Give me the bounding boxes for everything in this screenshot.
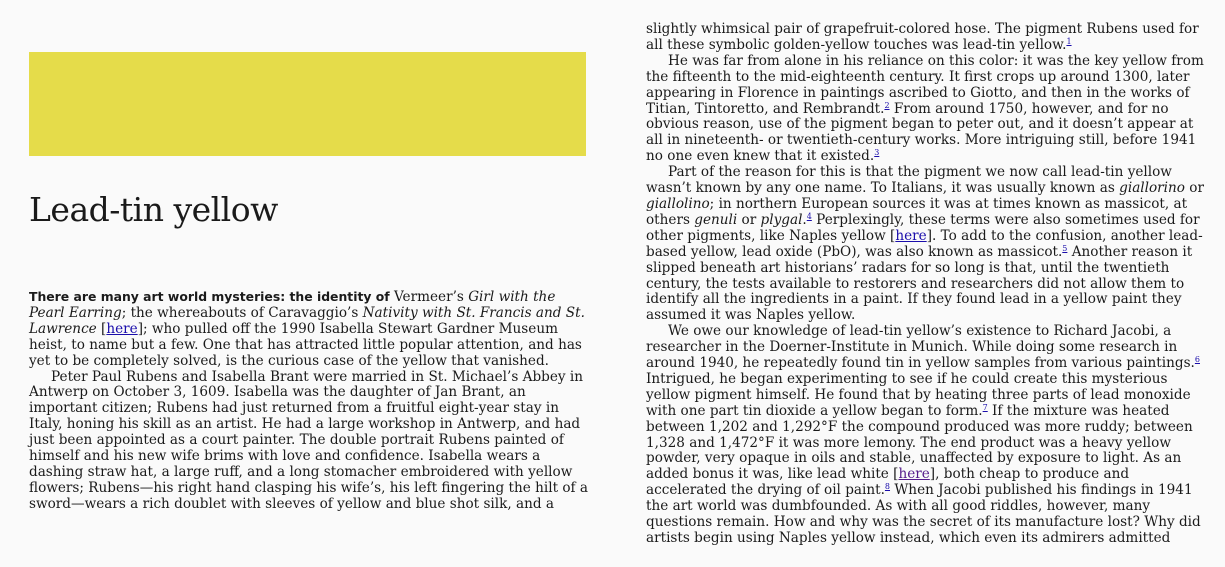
text-run: From around 1750, however, and for no obvious reason, use of the pigment began to peter out, and it doesn’t appear at all in nineteenth- or twentieth-century works. More intriguing still, before 1941 no one even knew that it existed. <box>646 100 1197 165</box>
term-italic: giallolino <box>646 195 710 212</box>
text-run: Part of the reason for this is that the pigment we now call lead-tin yellow wasn’t known by any one name. To Italians, it was usually known as <box>646 164 1172 197</box>
here-link[interactable]: here <box>895 227 927 244</box>
text-run: ; in northern European sources it was at times known as massicot, at others <box>646 195 1188 228</box>
text-run: ]; who pulled off the 1990 Isabella Stewart Gardner Museum heist, to name but a few. One that has attracted little popular attention, and has yet to be completely solved, is the curious case of the yellow that vanished. <box>29 320 582 369</box>
paragraph-continued <box>646 22 1206 54</box>
footnote-link-6[interactable]: 6 <box>1194 355 1200 365</box>
lede-text: There are many art world mysteries: the identity of <box>29 289 390 304</box>
footnote-link-2[interactable]: 2 <box>884 100 890 110</box>
text-run: ; the whereabouts of Caravaggio’s <box>121 304 363 321</box>
left-column <box>29 289 589 513</box>
term-italic: genuli <box>694 211 738 228</box>
term-italic: plygal <box>760 211 803 228</box>
paragraph-rubens: Peter Paul Rubens and Isabella Brant were married in St. Michael’s Abbey in Antwerp on October 3, 1609. Isabella was the daughter of Jan Brant, an important citizen; Rubens had just returned from a fruitful eight-year stay in Italy, honing his skill as an artist. He had a large workshop in Antwerp, and had just been appointed as a court painter. The double portrait Rubens painted of himself and his new wife brims with love and confidence. Isabella wears a dashing straw hat, a large ruff, and a long stomacher embroidered with yellow flowers; Rubens—his right hand clasping his wife’s, his left fingering the hilt of a sword—wears a rich doublet with sleeves of yellow and blue shot silk, and a <box>29 368 589 512</box>
footnote-link-5[interactable]: 5 <box>1062 243 1068 253</box>
text-run: [ <box>96 320 107 337</box>
text-run: He was far from alone in his reliance on this color: it was the key yellow from the fifteenth to the mid-eighteenth century. It first crops up around 1300, later appearing in Florence in paintings ascribed to Giotto, and then in the works of Titian, Tintoretto, and Rembrandt. <box>646 52 1204 117</box>
text-run: Another reason it slipped beneath art historians’ radars for so long is that, until the twentieth century, the tests available to restorers and researchers did not allow them to identify all the ingredients in a paint. If they found lead in a yellow paint they assumed it was Naples yellow. <box>646 243 1193 324</box>
here-link[interactable]: here <box>106 320 138 337</box>
text-run: We owe our knowledge of lead-tin yellow’s existence to Richard Jacobi, a researcher in the Doerner-Institute in Munich. While doing some research in around 1940, he repeatedly found tin in yellow samples from various paintings. <box>646 323 1195 372</box>
footnote-link-3[interactable]: 3 <box>874 148 880 158</box>
artwork-title: Nativity with St. Francis and St. Lawrence <box>29 304 585 337</box>
right-column <box>646 22 1206 547</box>
footnote-link-1[interactable]: 1 <box>1066 36 1072 46</box>
paragraph-names <box>646 165 1206 324</box>
text-run: slightly whimsical pair of grapefruit-colored hose. The pigment Rubens used for all these symbolic golden-yellow touches was lead-tin yellow. <box>646 21 1199 53</box>
footnote-link-8[interactable]: 8 <box>884 482 891 492</box>
paragraph-jacobi <box>646 324 1206 547</box>
text-run: Vermeer’s <box>389 289 469 305</box>
text-run: ]. To add to the confusion, another lead-based yellow, lead oxide (PbO), was also known as massicot. <box>646 227 1203 260</box>
text-run: ], both cheap to produce and accelerated the drying of oil paint. <box>646 466 1130 499</box>
here-link[interactable]: here <box>898 466 930 483</box>
paragraph-history <box>646 54 1206 165</box>
term-italic: giallorino <box>1119 180 1185 197</box>
paragraph-intro <box>29 289 589 370</box>
text-run: or <box>1184 180 1204 197</box>
text-run: or <box>737 211 761 228</box>
footnote-link-4[interactable]: 4 <box>806 211 812 221</box>
page-title: Lead-tin yellow <box>29 190 278 229</box>
text-run: When Jacobi published his findings in 1941 the art world was dumbfounded. As with all good riddles, however, many questions remain. How and why was the secret of its manufacture lost? Why did artists begin using Naples yellow instead, which even its admirers admitted <box>646 482 1201 546</box>
footnote-link-7[interactable]: 7 <box>982 402 988 412</box>
text-run: Perplexingly, these terms were also sometimes used for other pigments, like Naples yellow [ <box>646 211 1200 244</box>
text-run: Intrigued, he began experimenting to see if he could create this mysterious yellow pigment himself. He found that by heating three parts of lead monoxide with one part tin dioxide a yellow began to form. <box>646 370 1191 419</box>
artwork-title: Girl with the Pearl Earring <box>29 289 556 321</box>
color-swatch <box>29 52 586 156</box>
text-run: . <box>802 211 807 228</box>
text-run: If the mixture was heated between 1,202 and 1,292°F the compound produced was more ruddy; between 1,328 and 1,472°F it was more lemony. The end product was a heavy yellow powder, very opaque in oils and stable, unaffected by exposure to light. As an added bonus it was, like lead white [ <box>646 402 1193 483</box>
